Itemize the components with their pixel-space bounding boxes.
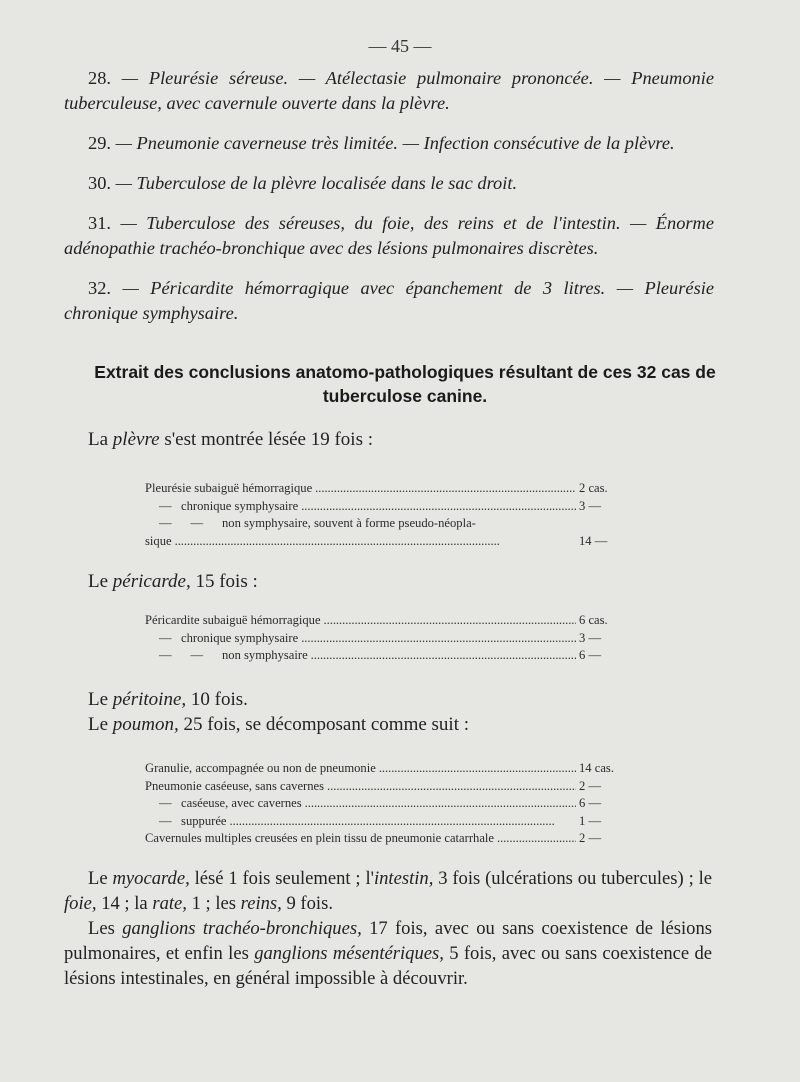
dot-leader — [301, 498, 576, 516]
case-text: — Tuberculose des séreuses, du foie, des reins et de l'intestin. — Énorme adénopathie trachéo-bronchique avec des lésions pulmonaires discrètes. — [64, 213, 714, 258]
row-value: 6 — — [579, 796, 602, 810]
row-value: 3 — — [579, 498, 602, 513]
organ-name: plèvre — [112, 429, 160, 450]
row-label: Granulie, accompagnée ou non de pneumonie — [145, 761, 376, 775]
row-label: Cavernules multiples creusées en plein tissu de pneumonie catarrhale — [145, 831, 495, 845]
case-entry-31 — [64, 211, 714, 261]
row-value: 2 — — [579, 831, 602, 845]
table-row — [145, 480, 623, 498]
intro-suffix: s'est montrée lésée 19 fois : — [164, 429, 374, 450]
closing-text — [64, 866, 712, 991]
table-row — [145, 647, 623, 665]
row-label: — chronique symphysaire — [159, 630, 299, 645]
row-label: — — non symphysaire — [159, 648, 308, 662]
intro-suffix: 25 fois, se décomposant comme suit : — [183, 714, 470, 735]
plevre-intro — [88, 428, 373, 452]
pericarde-intro — [88, 570, 258, 594]
case-text: — Pleurésie séreuse. — Atélectasie pulmonaire prononcée. — Pneumonie tuberculeuse, avec cavernule ouverte dans la plèvre. — [64, 68, 714, 113]
organ-name: rate, — [152, 893, 187, 914]
row-value: 14 — — [579, 533, 608, 548]
poumon-intro — [88, 713, 469, 737]
dot-leader — [315, 480, 576, 498]
organ-name: foie, — [64, 893, 97, 914]
dot-leader — [311, 647, 576, 665]
dot-leader — [327, 778, 576, 796]
case-number: 31. — [88, 213, 111, 233]
row-value: 1 — — [579, 813, 602, 828]
table-row — [145, 498, 623, 516]
intro-prefix: Le — [88, 571, 109, 592]
organ-name: péricarde, — [112, 571, 191, 592]
peritoine-intro — [88, 688, 248, 712]
table-row — [145, 813, 623, 831]
text: 17 fois, avec ou sans coexistence de lésions pulmonaires, et enfin les — [64, 918, 713, 964]
text: Les — [88, 918, 115, 939]
section-title: Extrait des conclusions anatomo-pathologiques résultant de ces 32 cas de tuberculose canine. — [94, 362, 716, 406]
organ-name: reins, — [240, 893, 282, 914]
table-row — [145, 830, 623, 848]
row-label: Péricardite subaiguë hémorragique — [145, 613, 321, 627]
intro-prefix: Le — [88, 714, 109, 735]
table-row — [145, 533, 623, 551]
case-text: — Tuberculose de la plèvre localisée dans le sac droit. — [115, 173, 518, 193]
dot-leader — [497, 830, 576, 848]
intro-prefix: La — [88, 429, 109, 450]
dot-leader — [305, 795, 576, 813]
row-label: — chronique symphysaire — [159, 498, 299, 513]
row-value: 3 — — [579, 630, 602, 645]
text: 3 fois (ulcérations ou tubercules) ; le — [438, 868, 712, 889]
text: 14 ; la — [101, 893, 148, 914]
table-row — [145, 795, 623, 813]
pericarde-table — [145, 612, 623, 665]
row-label: — suppurée — [159, 813, 227, 828]
case-list — [64, 66, 714, 341]
dot-leader — [301, 630, 576, 648]
intro-suffix: 10 fois. — [190, 689, 248, 710]
page-number: — 45 — — [368, 36, 432, 56]
text: Le — [88, 868, 108, 889]
table-row — [145, 630, 623, 648]
dot-leader — [379, 760, 576, 778]
case-number: 29. — [88, 133, 111, 153]
text: 9 fois. — [286, 893, 333, 914]
dot-leader — [230, 813, 576, 831]
poumon-table — [145, 760, 623, 848]
organ-name: péritoine, — [112, 689, 187, 710]
plevre-table — [145, 480, 623, 550]
case-text: — Pneumonie caverneuse très limitée. — Infection consécutive de la plèvre. — [115, 133, 675, 153]
closing-paragraph-1 — [64, 866, 712, 916]
text: 5 fois, avec ou sans coexistence de lésions intestinales, en général impossible à découvrir. — [64, 943, 713, 989]
row-label: Pneumonie caséeuse, sans cavernes — [145, 778, 325, 793]
case-number: 28. — [88, 68, 111, 88]
row-value: 6 — — [579, 648, 602, 662]
text: lésé 1 fois seulement ; l' — [194, 868, 374, 889]
row-value: 2 — — [579, 778, 602, 793]
row-label: — caséeuse, avec cavernes — [159, 796, 302, 810]
dot-leader — [175, 533, 576, 551]
organ-name: intestin, — [373, 868, 434, 889]
row-label: sique — [145, 533, 172, 548]
case-entry-30 — [64, 171, 714, 196]
case-entry-29 — [64, 131, 714, 156]
row-label-line1: — — non symphysaire, souvent à forme pseudo-néopla- — [159, 516, 476, 530]
table-row — [145, 515, 623, 533]
closing-paragraph-2 — [64, 916, 712, 991]
organ-name: poumon, — [112, 714, 179, 735]
intro-suffix: 15 fois : — [195, 571, 258, 592]
organ-name: ganglions trachéo-bronchiques, — [122, 918, 362, 939]
case-number: 30. — [88, 173, 111, 193]
table-row — [145, 778, 623, 796]
row-value: 6 cas. — [579, 613, 608, 627]
table-row — [145, 612, 623, 630]
intro-prefix: Le — [88, 689, 109, 710]
case-number: 32. — [88, 278, 111, 298]
text: 1 ; les — [191, 893, 237, 914]
row-value: 14 cas. — [579, 761, 614, 775]
case-entry-28 — [64, 66, 714, 116]
organ-name: ganglions mésentériques, — [254, 943, 444, 964]
organ-name: myocarde, — [112, 868, 190, 889]
case-text: — Péricardite hémorragique avec épanchement de 3 litres. — Pleurésie chronique symphysaire. — [64, 278, 714, 323]
dot-leader — [324, 612, 576, 630]
case-entry-32 — [64, 276, 714, 326]
row-label: Pleurésie subaiguë hémorragique — [145, 481, 313, 495]
table-row — [145, 760, 623, 778]
row-value: 2 cas. — [579, 481, 608, 495]
